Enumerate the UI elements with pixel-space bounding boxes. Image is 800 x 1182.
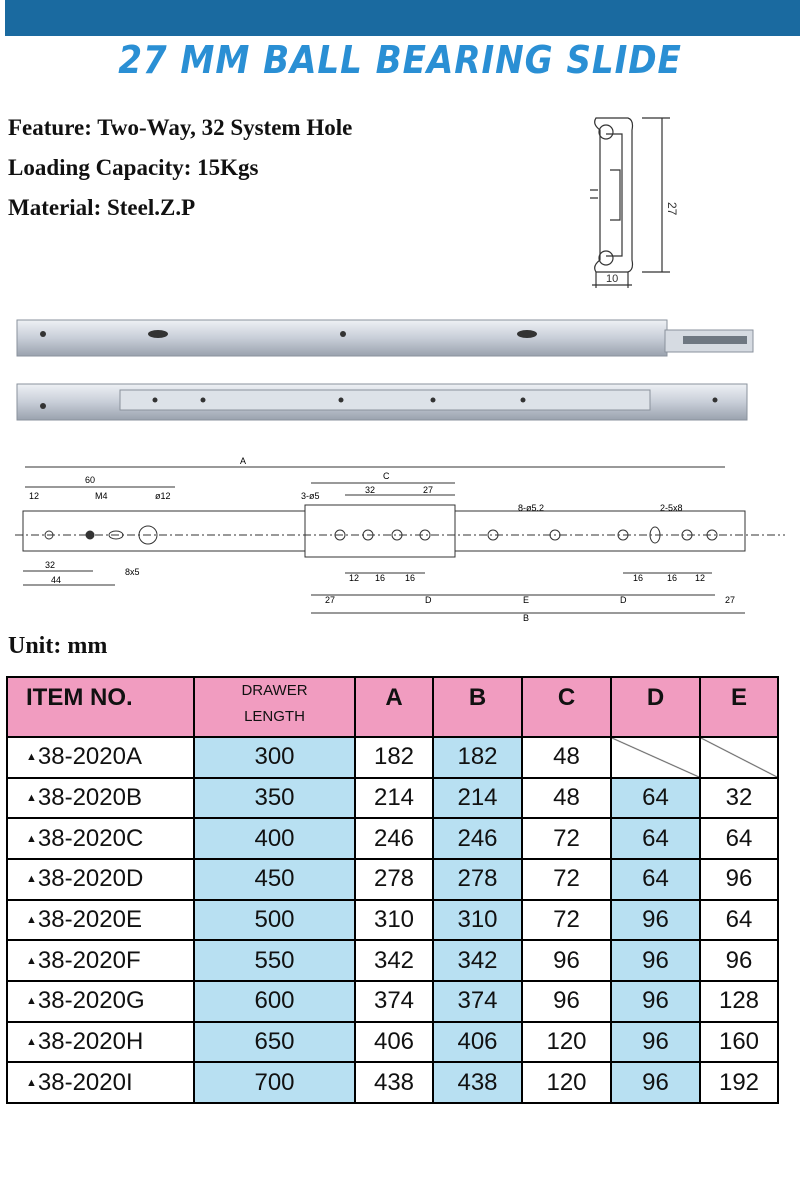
triangle-marker-icon: ▲	[26, 913, 37, 926]
c-cell: 96	[522, 940, 611, 981]
a-cell: 342	[355, 940, 433, 981]
header-a: A	[355, 677, 433, 737]
e-empty-cell	[700, 737, 778, 778]
dim-l27: 27	[325, 595, 336, 605]
item-cell	[7, 981, 194, 1022]
item-number: 38-2020D	[37, 865, 144, 893]
c-cell: 120	[522, 1062, 611, 1103]
dim-r12: 12	[695, 573, 706, 583]
drawer-length-cell: 400	[194, 818, 355, 859]
spec-feature: Feature: Two-Way, 32 System Hole	[8, 115, 353, 140]
header-b: B	[433, 677, 522, 737]
spec-material: Material: Steel.Z.P	[8, 195, 196, 220]
c-cell: 120	[522, 1022, 611, 1063]
page-title: 27 MM BALL BEARING SLIDE	[118, 38, 682, 82]
dim-a: A	[240, 456, 247, 466]
table-body	[7, 737, 778, 1103]
item-number: 38-2020B	[37, 783, 142, 811]
table-row	[7, 737, 778, 778]
d-empty-cell	[611, 737, 700, 778]
dim-m4: M4	[95, 491, 108, 501]
dim-3phi5: 3-ø5	[301, 491, 320, 501]
drawer-length-cell: 600	[194, 981, 355, 1022]
item-cell	[7, 737, 194, 778]
c-cell: 72	[522, 859, 611, 900]
header-e: E	[700, 677, 778, 737]
e-cell: 128	[700, 981, 778, 1022]
triangle-marker-icon: ▲	[26, 995, 37, 1008]
dim-d-right: D	[620, 595, 627, 605]
table-row	[7, 900, 778, 941]
dim-8phi52: 8-ø5.2	[518, 503, 545, 513]
b-cell: 214	[433, 778, 522, 819]
spec-table	[6, 676, 779, 1104]
a-cell: 438	[355, 1062, 433, 1103]
drawer-length-cell: 450	[194, 859, 355, 900]
b-cell: 406	[433, 1022, 522, 1063]
item-number: 38-2020H	[37, 1027, 144, 1055]
triangle-marker-icon: ▲	[26, 1076, 37, 1089]
spec-loading-capacity: Loading Capacity: 15Kgs	[8, 155, 259, 180]
b-cell: 182	[433, 737, 522, 778]
spec-list	[8, 110, 352, 230]
dim-r27: 27	[725, 595, 736, 605]
e-cell: 96	[700, 940, 778, 981]
d-cell: 96	[611, 981, 700, 1022]
dim-r16b: 16	[667, 573, 678, 583]
dim-c27: 27	[423, 485, 434, 495]
item-cell	[7, 1022, 194, 1063]
d-cell: 96	[611, 940, 700, 981]
e-cell: 160	[700, 1022, 778, 1063]
dimension-drawing	[15, 455, 785, 625]
b-cell: 278	[433, 859, 522, 900]
dim-60: 60	[85, 475, 96, 485]
e-cell: 64	[700, 900, 778, 941]
a-cell: 246	[355, 818, 433, 859]
dim-8x5: 8x5	[125, 567, 140, 577]
item-cell	[7, 1062, 194, 1103]
c-cell: 96	[522, 981, 611, 1022]
table-header-row	[7, 677, 778, 737]
c-cell: 48	[522, 737, 611, 778]
table-row	[7, 981, 778, 1022]
item-number: 38-2020F	[37, 946, 141, 974]
item-number: 38-2020A	[37, 743, 142, 771]
slide-rail-photo	[15, 310, 775, 440]
a-cell: 310	[355, 900, 433, 941]
dim-phi12: ø12	[155, 491, 171, 501]
table-row	[7, 818, 778, 859]
a-cell: 214	[355, 778, 433, 819]
dim-44: 44	[51, 575, 62, 585]
cross-width-label: 10	[606, 273, 619, 285]
dim-b16a: 16	[375, 573, 386, 583]
item-cell	[7, 940, 194, 981]
d-cell: 64	[611, 818, 700, 859]
a-cell: 406	[355, 1022, 433, 1063]
b-cell: 438	[433, 1062, 522, 1103]
item-cell	[7, 859, 194, 900]
a-cell: 278	[355, 859, 433, 900]
e-cell: 32	[700, 778, 778, 819]
d-cell: 96	[611, 1062, 700, 1103]
b-cell: 246	[433, 818, 522, 859]
d-cell: 64	[611, 859, 700, 900]
dim-e: E	[523, 595, 530, 605]
drawer-length-cell: 700	[194, 1062, 355, 1103]
a-cell: 182	[355, 737, 433, 778]
header-bar	[5, 0, 800, 36]
b-cell: 374	[433, 981, 522, 1022]
triangle-marker-icon: ▲	[26, 791, 37, 804]
header-d: D	[611, 677, 700, 737]
unit-label: Unit: mm	[8, 633, 108, 659]
header-drawer-length	[194, 677, 355, 737]
drawer-length-cell: 500	[194, 900, 355, 941]
e-cell: 96	[700, 859, 778, 900]
item-number: 38-2020G	[37, 987, 145, 1015]
cross-section-drawing	[570, 110, 690, 290]
dim-d-left: D	[425, 595, 432, 605]
drawer-length-cell: 550	[194, 940, 355, 981]
table-row	[7, 1022, 778, 1063]
c-cell: 48	[522, 778, 611, 819]
triangle-marker-icon: ▲	[26, 832, 37, 845]
dim-b: B	[523, 613, 530, 623]
dim-32: 32	[45, 560, 56, 570]
table-row	[7, 940, 778, 981]
header-drawer-line2: LENGTH	[244, 708, 305, 725]
d-cell: 96	[611, 900, 700, 941]
cross-height-label: 27	[665, 202, 679, 216]
header-drawer-line1: DRAWER	[241, 682, 308, 699]
c-cell: 72	[522, 900, 611, 941]
dim-r16a: 16	[633, 573, 644, 583]
item-number: 38-2020I	[37, 1068, 133, 1096]
c-cell: 72	[522, 818, 611, 859]
item-number: 38-2020C	[37, 824, 144, 852]
dim-b16b: 16	[405, 573, 416, 583]
d-cell: 64	[611, 778, 700, 819]
item-cell	[7, 900, 194, 941]
table-row	[7, 1062, 778, 1103]
table-row	[7, 859, 778, 900]
dim-c32: 32	[365, 485, 376, 495]
b-cell: 310	[433, 900, 522, 941]
drawer-length-cell: 350	[194, 778, 355, 819]
a-cell: 374	[355, 981, 433, 1022]
triangle-marker-icon: ▲	[26, 873, 37, 886]
item-cell	[7, 818, 194, 859]
dim-12: 12	[29, 491, 40, 501]
e-cell: 192	[700, 1062, 778, 1103]
drawer-length-cell: 300	[194, 737, 355, 778]
dim-2-5x8: 2-5x8	[660, 503, 683, 513]
header-item-no: ITEM NO.	[7, 677, 194, 737]
table-row	[7, 778, 778, 819]
triangle-marker-icon: ▲	[26, 954, 37, 967]
b-cell: 342	[433, 940, 522, 981]
dim-c: C	[383, 471, 390, 481]
dim-b12: 12	[349, 573, 360, 583]
item-cell	[7, 778, 194, 819]
item-number: 38-2020E	[37, 905, 142, 933]
e-cell: 64	[700, 818, 778, 859]
d-cell: 96	[611, 1022, 700, 1063]
triangle-marker-icon: ▲	[26, 751, 37, 764]
drawer-length-cell: 650	[194, 1022, 355, 1063]
header-c: C	[522, 677, 611, 737]
triangle-marker-icon: ▲	[26, 1035, 37, 1048]
